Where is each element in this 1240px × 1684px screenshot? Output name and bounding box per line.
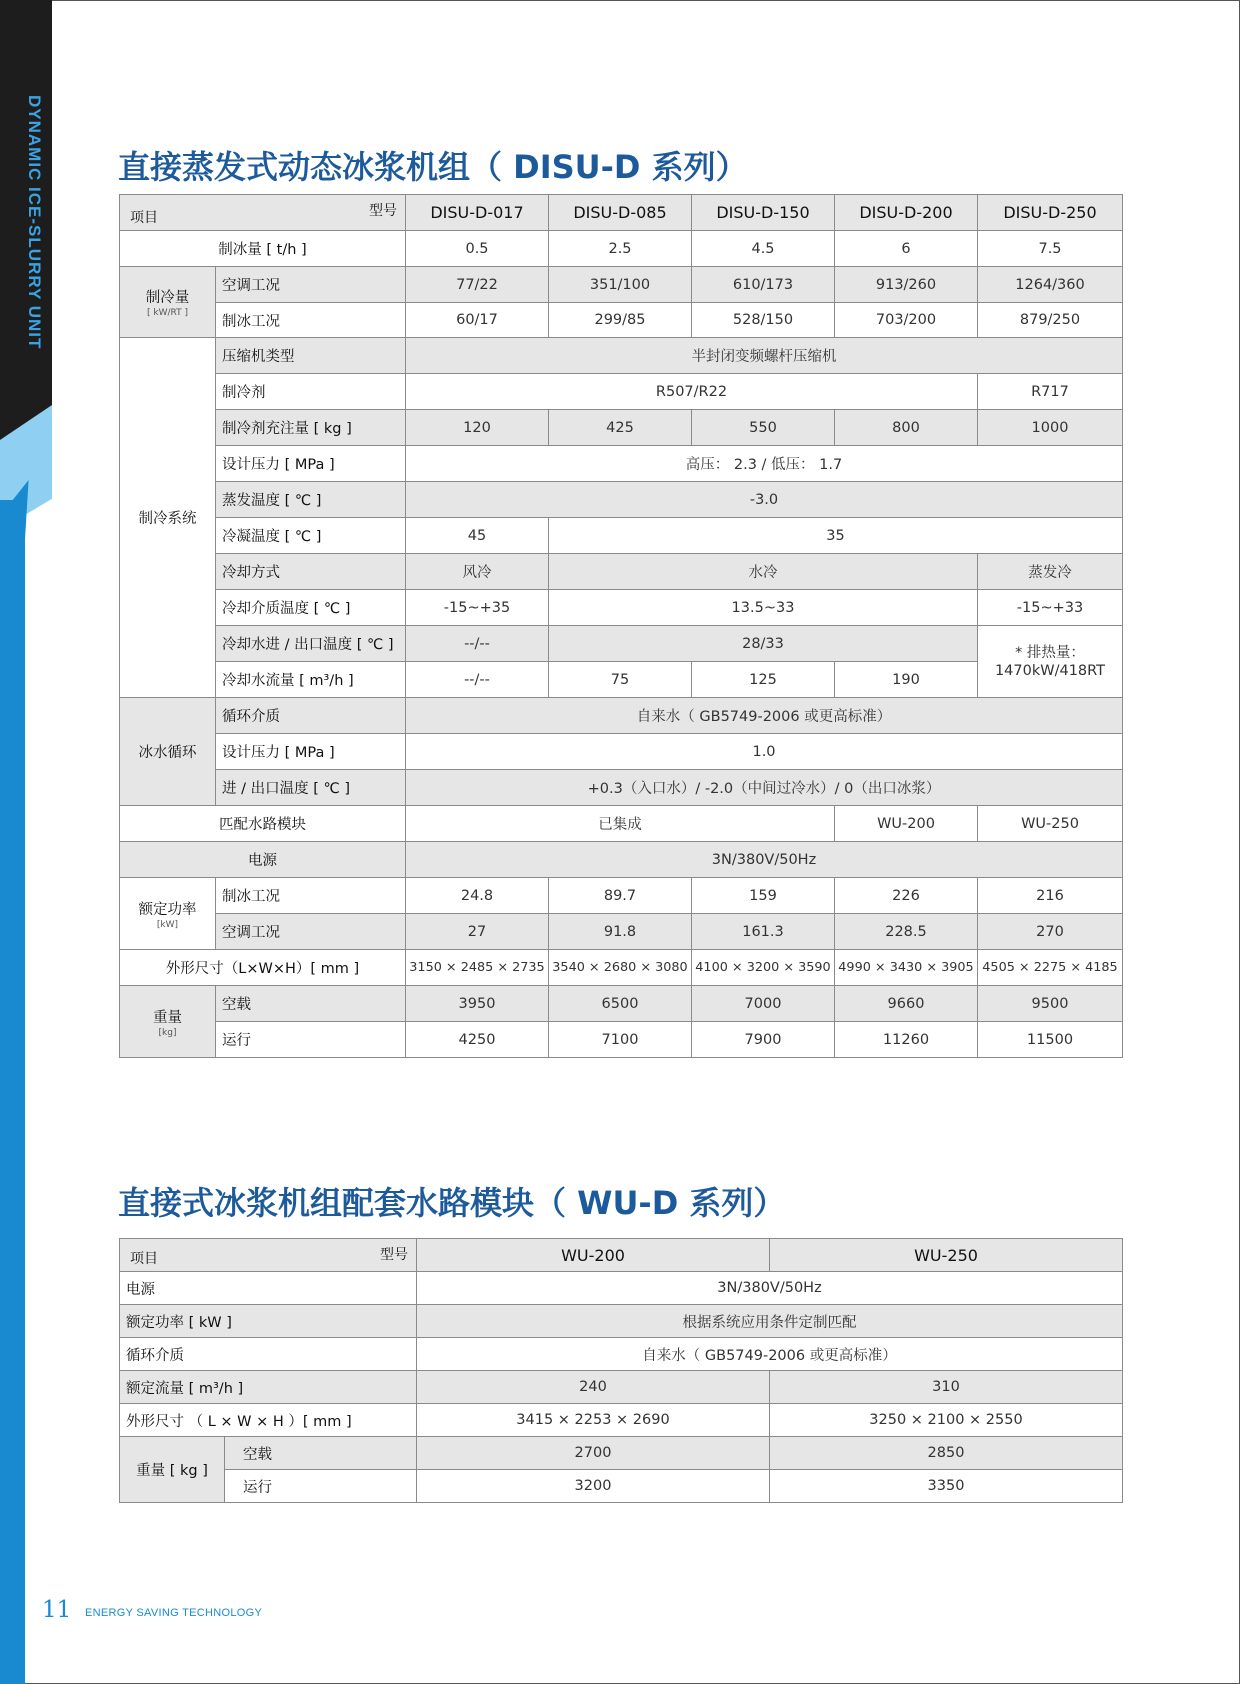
group-label: 重量 [ kg ]	[120, 1437, 225, 1503]
group-label	[120, 986, 216, 1058]
cell: 2850	[770, 1437, 1123, 1470]
table-row	[120, 1404, 1123, 1437]
cell: 800	[835, 410, 978, 446]
cell: 226	[835, 878, 978, 914]
section1-title: 直接蒸发式动态冰浆机组（ DISU-D 系列）	[118, 148, 748, 186]
table-row	[120, 590, 1123, 626]
table-row	[120, 878, 1123, 914]
model-header: DISU-D-085	[549, 195, 692, 231]
table-row	[120, 950, 1123, 986]
row-label: 设计压力 [ MPa ]	[216, 734, 406, 770]
cell: 4505 × 2275 × 4185	[978, 950, 1123, 986]
cell: 9500	[978, 986, 1123, 1022]
cell: 自来水（ GB5749-2006 或更高标准）	[417, 1338, 1123, 1371]
cell: -15~+35	[406, 590, 549, 626]
table-row	[120, 1305, 1123, 1338]
row-label: 压缩机类型	[216, 338, 406, 374]
row-label: 制冰工况	[216, 878, 406, 914]
table-row	[120, 914, 1123, 950]
cell: 3250 × 2100 × 2550	[770, 1404, 1123, 1437]
cell: 425	[549, 410, 692, 446]
row-label: 蒸发温度 [ ℃ ]	[216, 482, 406, 518]
cell: 3N/380V/50Hz	[417, 1272, 1123, 1305]
heat-rejection-value: 1470kW/418RT	[994, 662, 1106, 679]
cell: 1264/360	[978, 267, 1123, 303]
cell: 35	[549, 518, 1123, 554]
table-row	[120, 518, 1123, 554]
row-label: 冷凝温度 [ ℃ ]	[216, 518, 406, 554]
cell: 6500	[549, 986, 692, 1022]
side-band-blue	[0, 500, 25, 1684]
cell: 703/200	[835, 303, 978, 338]
row-label: 空载	[225, 1437, 417, 1470]
cell: 11500	[978, 1022, 1123, 1058]
cell: 3415 × 2253 × 2690	[417, 1404, 770, 1437]
group-label: 冰水循环	[120, 698, 216, 806]
table-row	[120, 770, 1123, 806]
table-row	[120, 303, 1123, 338]
table-row	[120, 1022, 1123, 1058]
cell: 879/250	[978, 303, 1123, 338]
row-label: 空调工况	[216, 267, 406, 303]
cell: 已集成	[406, 806, 835, 842]
cell: 11260	[835, 1022, 978, 1058]
group-title: 重量	[153, 1009, 182, 1026]
row-label: 冷却水进 / 出口温度 [ ℃ ]	[216, 626, 406, 662]
header-corner	[120, 1239, 417, 1272]
cell: 蒸发冷	[978, 554, 1123, 590]
group-unit: [ kW/RT ]	[147, 308, 188, 318]
section2-title: 直接式冰浆机组配套水路模块（ WU-D 系列）	[118, 1184, 786, 1222]
model-header: WU-200	[417, 1239, 770, 1272]
page-number: 11	[42, 1597, 72, 1623]
model-header: DISU-D-250	[978, 195, 1123, 231]
row-label: 空调工况	[216, 914, 406, 950]
corner-item-label: 项目	[130, 1251, 158, 1267]
cell: 1.0	[406, 734, 1123, 770]
cell: 4250	[406, 1022, 549, 1058]
cell: 159	[692, 878, 835, 914]
cell: 半封闭变频螺杆压缩机	[406, 338, 1123, 374]
group-unit: [kg]	[158, 1027, 177, 1038]
row-label: 额定功率 [ kW ]	[120, 1305, 417, 1338]
cell: 240	[417, 1371, 770, 1404]
row-label: 冷却水流量 [ m³/h ]	[216, 662, 406, 698]
disu-spec-table	[119, 194, 1123, 1058]
cell: 161.3	[692, 914, 835, 950]
group-label: 制冷系统	[120, 338, 216, 698]
cell: 1000	[978, 410, 1123, 446]
row-label: 运行	[225, 1470, 417, 1503]
table-row	[120, 734, 1123, 770]
cell: R507/R22	[406, 374, 978, 410]
cell: 528/150	[692, 303, 835, 338]
cell: --/--	[406, 626, 549, 662]
table-row	[120, 410, 1123, 446]
cell: WU-200	[835, 806, 978, 842]
group-title: 额定功率	[138, 901, 197, 918]
table-row	[120, 1272, 1123, 1305]
cell: 水冷	[549, 554, 978, 590]
table-row	[120, 446, 1123, 482]
cell: 77/22	[406, 267, 549, 303]
model-header: DISU-D-200	[835, 195, 978, 231]
cell: 913/260	[835, 267, 978, 303]
cell: 3150 × 2485 × 2735	[406, 950, 549, 986]
group-label	[120, 267, 216, 338]
cell: 91.8	[549, 914, 692, 950]
corner-item-label: 项目	[130, 210, 158, 226]
row-label: 循环介质	[216, 698, 406, 734]
row-label: 额定流量 [ m³/h ]	[120, 1371, 417, 1404]
cell: 4.5	[692, 231, 835, 267]
table-row	[120, 482, 1123, 518]
table-row	[120, 1437, 1123, 1470]
table-row	[120, 806, 1123, 842]
cell: 310	[770, 1371, 1123, 1404]
table-row	[120, 842, 1123, 878]
footer-text: ENERGY SAVING TECHNOLOGY	[85, 1607, 263, 1619]
table-row	[120, 986, 1123, 1022]
cell: 自来水（ GB5749-2006 或更高标准）	[406, 698, 1123, 734]
cell: 3950	[406, 986, 549, 1022]
row-label: 空载	[216, 986, 406, 1022]
cell: 6	[835, 231, 978, 267]
group-label	[120, 878, 216, 950]
cell: 550	[692, 410, 835, 446]
model-header: DISU-D-150	[692, 195, 835, 231]
cell: 3540 × 2680 × 3080	[549, 950, 692, 986]
cell: 125	[692, 662, 835, 698]
cell: 高压： 2.3 / 低压： 1.7	[406, 446, 1123, 482]
cell: 60/17	[406, 303, 549, 338]
side-label: DYNAMIC ICE-SLURRY UNIT	[25, 95, 44, 350]
cell: 299/85	[549, 303, 692, 338]
cell: 228.5	[835, 914, 978, 950]
cell: 2700	[417, 1437, 770, 1470]
row-label: 外形尺寸 （ L × W × H ）[ mm ]	[120, 1404, 417, 1437]
cell: 216	[978, 878, 1123, 914]
cell: 351/100	[549, 267, 692, 303]
table-row	[120, 554, 1123, 590]
cell: -3.0	[406, 482, 1123, 518]
cell: 2.5	[549, 231, 692, 267]
cell: 610/173	[692, 267, 835, 303]
cell: 根据系统应用条件定制匹配	[417, 1305, 1123, 1338]
table-row	[120, 267, 1123, 303]
table-row	[120, 698, 1123, 734]
cell: 7000	[692, 986, 835, 1022]
cell: 4990 × 3430 × 3905	[835, 950, 978, 986]
row-label: 冷却方式	[216, 554, 406, 590]
row-label: 外形尺寸（L×W×H）[ mm ]	[120, 950, 406, 986]
row-label: 制冷剂充注量 [ kg ]	[216, 410, 406, 446]
corner-model-label: 型号	[380, 1247, 408, 1263]
cell: 7.5	[978, 231, 1123, 267]
cell: 89.7	[549, 878, 692, 914]
table-row	[120, 1338, 1123, 1371]
table-row	[120, 662, 1123, 698]
cell: 28/33	[549, 626, 978, 662]
row-label: 设计压力 [ MPa ]	[216, 446, 406, 482]
cell: 3N/380V/50Hz	[406, 842, 1123, 878]
row-label: 电源	[120, 1272, 417, 1305]
group-unit: [kW]	[156, 919, 179, 930]
row-label: 制冰量 [ t/h ]	[120, 231, 406, 267]
table-row	[120, 1470, 1123, 1503]
cell: 9660	[835, 986, 978, 1022]
row-label: 冷却介质温度 [ ℃ ]	[216, 590, 406, 626]
cell: +0.3（入口水）/ -2.0（中间过冷水）/ 0（出口冰浆）	[406, 770, 1123, 806]
group-title: 制冷量	[145, 290, 190, 306]
row-label: 循环介质	[120, 1338, 417, 1371]
row-label: 匹配水路模块	[120, 806, 406, 842]
table-row	[120, 1371, 1123, 1404]
row-label: 进 / 出口温度 [ ℃ ]	[216, 770, 406, 806]
heat-rejection-cell	[978, 626, 1123, 698]
model-header: WU-250	[770, 1239, 1123, 1272]
row-label: 制冰工况	[216, 303, 406, 338]
cell: 风冷	[406, 554, 549, 590]
cell: --/--	[406, 662, 549, 698]
table-row	[120, 231, 1123, 267]
cell: 27	[406, 914, 549, 950]
cell: 24.8	[406, 878, 549, 914]
row-label: 运行	[216, 1022, 406, 1058]
table-row	[120, 626, 1123, 662]
cell: 270	[978, 914, 1123, 950]
corner-model-label: 型号	[369, 203, 397, 219]
cell: 45	[406, 518, 549, 554]
row-label: 制冷剂	[216, 374, 406, 410]
header-corner	[120, 195, 406, 231]
table-row	[120, 374, 1123, 410]
cell: -15~+33	[978, 590, 1123, 626]
cell: R717	[978, 374, 1123, 410]
cell: 0.5	[406, 231, 549, 267]
heat-rejection-label: * 排热量：	[1015, 644, 1085, 661]
table-row	[120, 338, 1123, 374]
cell: 3350	[770, 1470, 1123, 1503]
cell: 13.5~33	[549, 590, 978, 626]
cell: 120	[406, 410, 549, 446]
cell: 190	[835, 662, 978, 698]
cell: 7900	[692, 1022, 835, 1058]
wu-spec-table	[119, 1238, 1123, 1503]
cell: 75	[549, 662, 692, 698]
model-header: DISU-D-017	[406, 195, 549, 231]
cell: WU-250	[978, 806, 1123, 842]
row-label: 电源	[120, 842, 406, 878]
cell: 3200	[417, 1470, 770, 1503]
cell: 4100 × 3200 × 3590	[692, 950, 835, 986]
cell: 7100	[549, 1022, 692, 1058]
